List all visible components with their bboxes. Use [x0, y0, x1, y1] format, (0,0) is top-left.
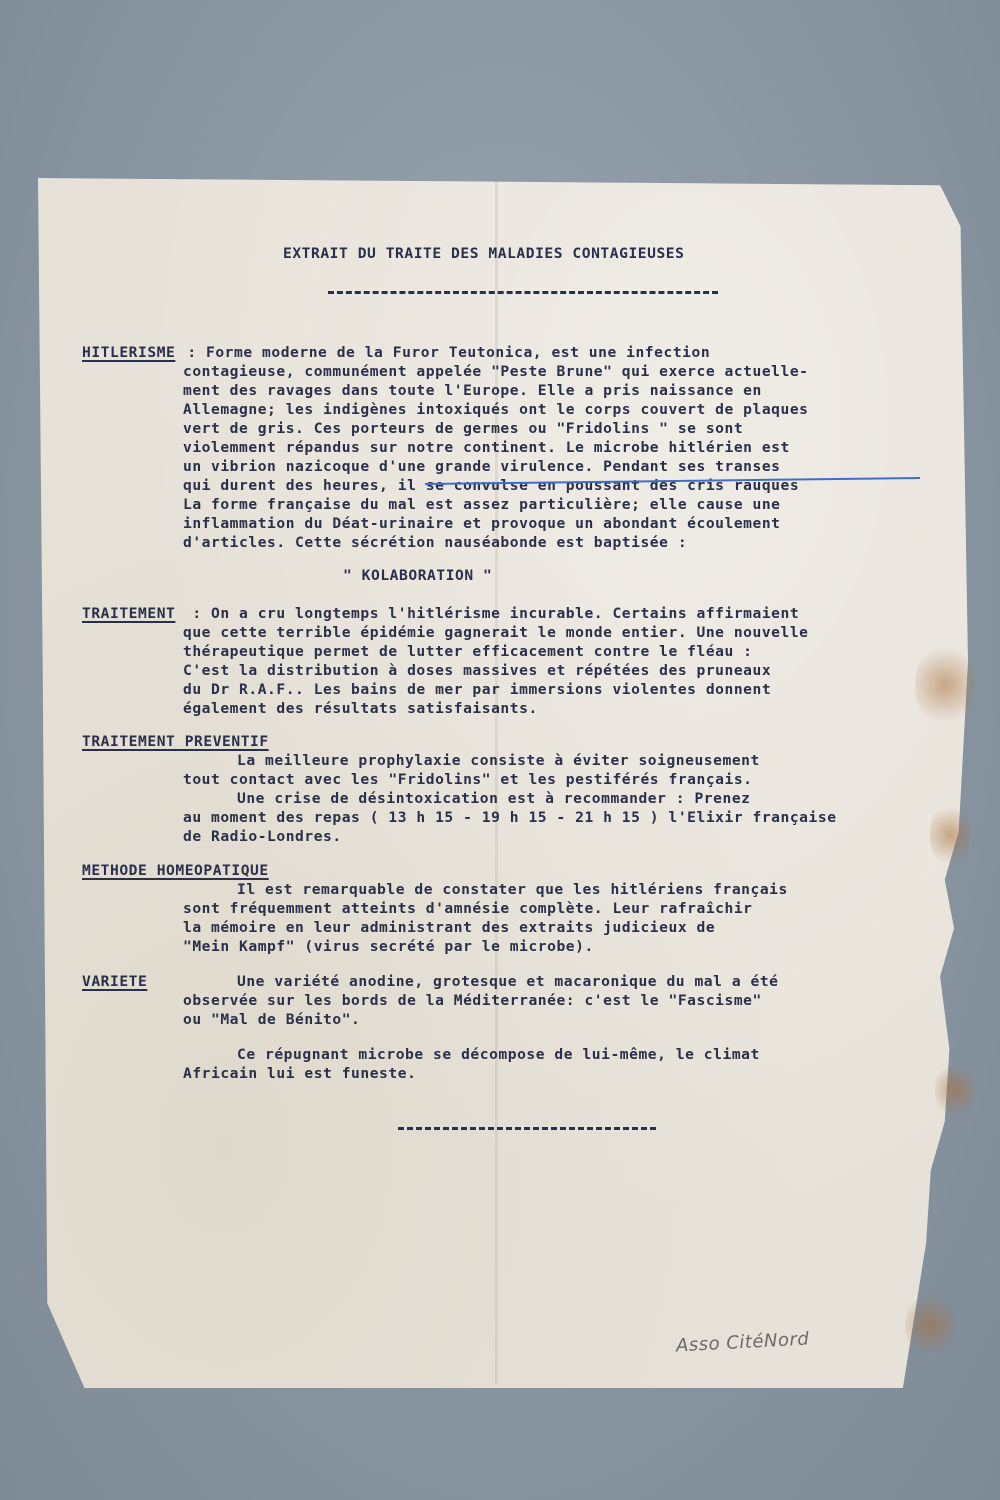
definition-line: Allemagne; les indigènes intoxiqués ont le corps couvert de plaques	[183, 401, 809, 418]
preventif-line: La meilleure prophylaxie consiste à éviter soigneusement	[237, 752, 760, 769]
title-rule	[328, 291, 718, 294]
traitement-line: du Dr R.A.F.. Les bains de mer par immersions violentes donnent	[183, 681, 772, 698]
definition-line: ment des ravages dans toute l'Europe. Elle a pris naissance en	[183, 382, 762, 399]
stain-mark	[930, 800, 970, 870]
traitement-line: C'est la distribution à doses massives et répétées des pruneaux	[183, 662, 772, 679]
definition-line: violemment répandus sur notre continent. Le microbe hitlérien est	[183, 439, 790, 456]
stain-mark	[905, 1290, 955, 1360]
definition-term: HITLERISME	[82, 344, 176, 361]
section-heading-preventif: TRAITEMENT PREVENTIF	[82, 733, 269, 750]
definition-line: d'articles. Cette sécrétion nauséabonde est baptisée :	[183, 534, 688, 551]
definition-line: : Forme moderne de la Furor Teutonica, est une infection	[178, 344, 711, 361]
kolaboration-label: " KOLABORATION "	[343, 567, 493, 584]
preventif-line: au moment des repas ( 13 h 15 - 19 h 15 - 21 h 15 ) l'Elixir française	[183, 809, 837, 826]
traitement-line: thérapeutique permet de lutter efficacement contre le fléau :	[183, 643, 753, 660]
definition-line: inflammation du Déat-urinaire et provoque un abondant écoulement	[183, 515, 781, 532]
closing-line: Africain lui est funeste.	[183, 1065, 417, 1082]
homeopathique-line: "Mein Kampf" (virus secrété par le microbe).	[183, 938, 594, 955]
traitement-line: également des résultats satisfaisants.	[183, 700, 538, 717]
variete-line: observée sur les bords de la Méditerranée: c'est le "Fascisme"	[183, 992, 762, 1009]
traitement-line: que cette terrible épidémie gagnerait le monde entier. Une nouvelle	[183, 624, 809, 641]
preventif-line: tout contact avec les "Fridolins" et les pestiférés français.	[183, 771, 753, 788]
definition-line: vert de gris. Ces porteurs de germes ou "Fridolins " se sont	[183, 420, 744, 437]
definition-line: contagieuse, communément appelée "Peste Brune" qui exerce actuelle-	[183, 363, 809, 380]
stain-mark	[935, 1060, 975, 1120]
traitement-line: : On a cru longtemps l'hitlérisme incurable. Certains affirmaient	[183, 605, 800, 622]
homeopathique-line: la mémoire en leur administrant des extraits judicieux de	[183, 919, 716, 936]
definition-line: qui durent des heures, il se convulse en poussant des cris rauques	[183, 477, 800, 494]
preventif-line: Une crise de désintoxication est à recommander : Prenez	[237, 790, 751, 807]
definition-line: La forme française du mal est assez particulière; elle cause une	[183, 496, 781, 513]
section-heading-variete: VARIETE	[82, 973, 148, 990]
stain-mark	[915, 640, 975, 730]
closing-line: Ce répugnant microbe se décompose de lui-même, le climat	[237, 1046, 760, 1063]
archive-mark: Asso CitéNord	[675, 1328, 810, 1357]
preventif-line: de Radio-Londres.	[183, 828, 342, 845]
homeopathique-line: Il est remarquable de constater que les hitlériens français	[237, 881, 788, 898]
document-title: EXTRAIT DU TRAITE DES MALADIES CONTAGIEUSES	[283, 245, 685, 262]
section-heading-traitement: TRAITEMENT	[82, 605, 176, 622]
variete-line: ou "Mal de Bénito".	[183, 1011, 361, 1028]
closing-rule	[398, 1127, 656, 1130]
definition-line: un vibrion nazicoque d'une grande virulence. Pendant ses transes	[183, 458, 781, 475]
section-heading-homeopathique: METHODE HOMEOPATIQUE	[82, 862, 269, 879]
variete-line: Une variété anodine, grotesque et macaronique du mal a été	[237, 973, 779, 990]
homeopathique-line: sont fréquemment atteints d'amnésie complète. Leur rafraîchir	[183, 900, 753, 917]
